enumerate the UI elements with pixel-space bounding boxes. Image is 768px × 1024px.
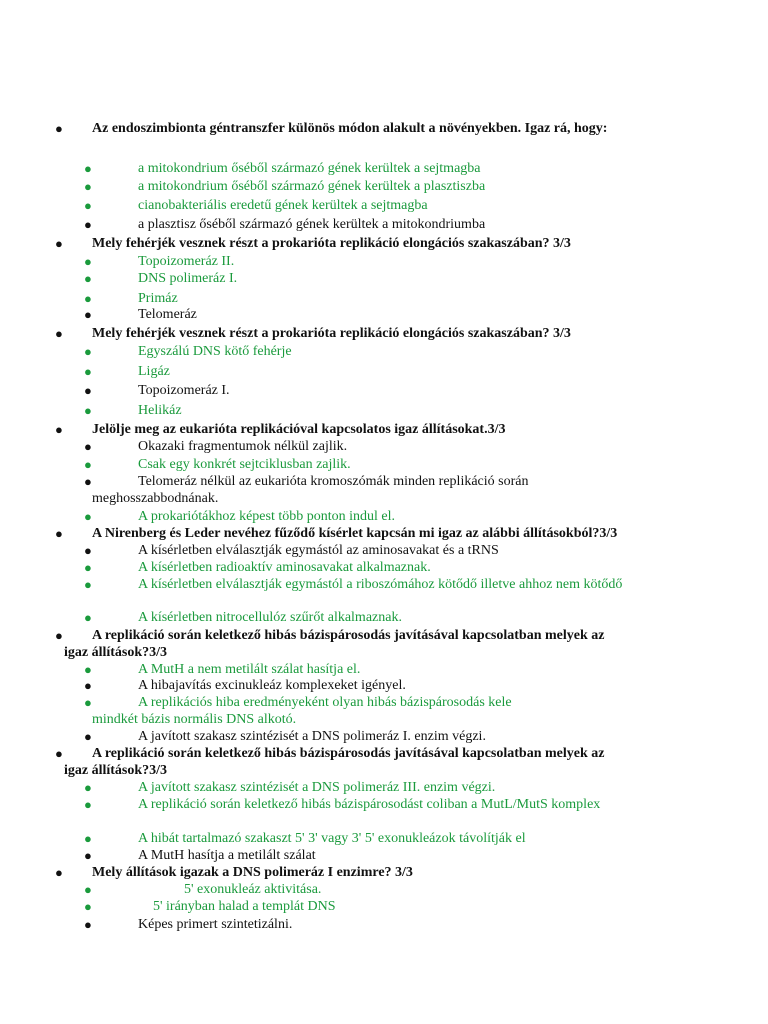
bullet: ● — [84, 509, 92, 524]
answer: A replikáció során keletkező hibás bázispárosodást coliban a MutL/MutS komplex — [138, 797, 601, 812]
bullet: ● — [55, 121, 63, 136]
answer: A kísérletben elválasztják egymástól az aminosavakat és a tRNS — [138, 543, 499, 558]
bullet: ● — [84, 364, 92, 379]
bullet: ● — [84, 797, 92, 812]
bullet: ● — [84, 254, 92, 269]
answer: A kísérletben nitrocellulóz szűrőt alkalmaznak. — [138, 610, 402, 625]
answer: Topoizomeráz II. — [138, 254, 235, 269]
answer: Okazaki fragmentumok nélkül zajlik. — [138, 439, 348, 454]
bullet: ● — [55, 628, 63, 643]
answer: 5' irányban halad a templát DNS — [153, 899, 336, 914]
bullet: ● — [84, 161, 92, 176]
bullet: ● — [84, 610, 92, 625]
answer: DNS polimeráz I. — [138, 271, 238, 286]
bullet: ● — [84, 271, 92, 286]
bullet: ● — [84, 917, 92, 932]
bullet: ● — [84, 695, 92, 710]
bullet: ● — [84, 662, 92, 677]
bullet: ● — [84, 198, 92, 213]
bullet: ● — [84, 403, 92, 418]
answer: A hibajavítás excinukleáz komplexeket igényel. — [138, 678, 406, 693]
answer: Ligáz — [138, 364, 170, 379]
bullet: ● — [84, 729, 92, 744]
answer: 5' exonukleáz aktivitása. — [184, 882, 322, 897]
bullet: ● — [84, 457, 92, 472]
bullet: ● — [84, 882, 92, 897]
bullet: ● — [84, 307, 92, 322]
answer: Topoizomeráz I. — [138, 383, 230, 398]
answer: A javított szakasz szintézisét a DNS polimeráz I. enzim végzi. — [138, 729, 486, 744]
answer: Telomeráz nélkül az eukarióta kromoszómák minden replikáció során — [138, 474, 529, 489]
bullet: ● — [84, 383, 92, 398]
answer-continuation: meghosszabbodnának. — [92, 491, 219, 506]
question-8: Mely állítások igazak a DNS polimeráz I enzimre? 3/3 — [92, 865, 413, 880]
bullet: ● — [55, 526, 63, 541]
bullet: ● — [84, 848, 92, 863]
bullet: ● — [84, 439, 92, 454]
answer-continuation: mindkét bázis normális DNS alkotó. — [92, 712, 297, 727]
bullet: ● — [84, 474, 92, 489]
answer: a plasztisz őséből származó gének kerültek a mitokondriumba — [138, 217, 486, 232]
answer: Csak egy konkrét sejtciklusban zajlik. — [138, 457, 351, 472]
bullet: ● — [84, 678, 92, 693]
bullet: ● — [55, 865, 63, 880]
answer: A hibát tartalmazó szakaszt 5' 3' vagy 3' 5' exonukleázok távolítják el — [138, 831, 526, 846]
bullet: ● — [84, 780, 92, 795]
answer: Egyszálú DNS kötő fehérje — [138, 344, 292, 359]
question-7: A replikáció során keletkező hibás bázispárosodás javításával kapcsolatban melyek az — [92, 746, 605, 761]
question-3: Mely fehérjék vesznek részt a prokarióta replikáció elongációs szakaszában? 3/3 — [92, 326, 571, 341]
bullet: ● — [84, 344, 92, 359]
bullet: ● — [84, 831, 92, 846]
answer: a mitokondrium őséből származó gének kerültek a sejtmagba — [138, 161, 481, 176]
answer: Telomeráz — [138, 307, 197, 322]
answer: A MutH hasítja a metilált szálat — [138, 848, 316, 863]
bullet: ● — [55, 236, 63, 251]
bullet: ● — [84, 543, 92, 558]
question-5: A Nirenberg és Leder nevéhez fűződő kísérlet kapcsán mi igaz az alábbi állításokból?3/3 — [92, 526, 618, 541]
answer: Primáz — [138, 291, 178, 306]
question-2: Mely fehérjék vesznek részt a prokarióta replikáció elongációs szakaszában? 3/3 — [92, 236, 571, 251]
bullet: ● — [84, 560, 92, 575]
answer: A javított szakasz szintézisét a DNS polimeráz III. enzim végzi. — [138, 780, 496, 795]
answer: A replikációs hiba eredményeként olyan hibás bázispárosodás kele — [138, 695, 512, 710]
question-7-continuation: igaz állítások?3/3 — [64, 763, 168, 778]
bullet: ● — [84, 577, 92, 592]
answer: A kísérletben radioaktív aminosavakat alkalmaznak. — [138, 560, 431, 575]
bullet: ● — [55, 746, 63, 761]
question-4: Jelölje meg az eukarióta replikációval kapcsolatos igaz állításokat.3/3 — [92, 422, 506, 437]
bullet: ● — [84, 217, 92, 232]
bullet: ● — [55, 422, 63, 437]
question-6-continuation: igaz állítások?3/3 — [64, 645, 168, 660]
answer: A MutH a nem metilált szálat hasítja el. — [138, 662, 361, 677]
answer: cianobakteriális eredetű gének kerültek a sejtmagba — [138, 198, 428, 213]
answer: A kísérletben elválasztják egymástól a riboszómához kötődő illetve ahhoz nem kötődő — [138, 577, 623, 592]
bullet: ● — [55, 326, 63, 341]
answer: A prokariótákhoz képest több ponton indul el. — [138, 509, 396, 524]
answer: a mitokondrium őséből származó gének kerültek a plasztiszba — [138, 179, 486, 194]
bullet: ● — [84, 179, 92, 194]
bullet: ● — [84, 899, 92, 914]
bullet: ● — [84, 291, 92, 306]
question-6: A replikáció során keletkező hibás bázispárosodás javításával kapcsolatban melyek az — [92, 628, 605, 643]
question-1: Az endoszimbionta géntranszfer különös módon alakult a növényekben. Igaz rá, hogy: — [92, 121, 608, 136]
answer: Helikáz — [138, 403, 182, 418]
answer: Képes primert szintetizálni. — [138, 917, 293, 932]
